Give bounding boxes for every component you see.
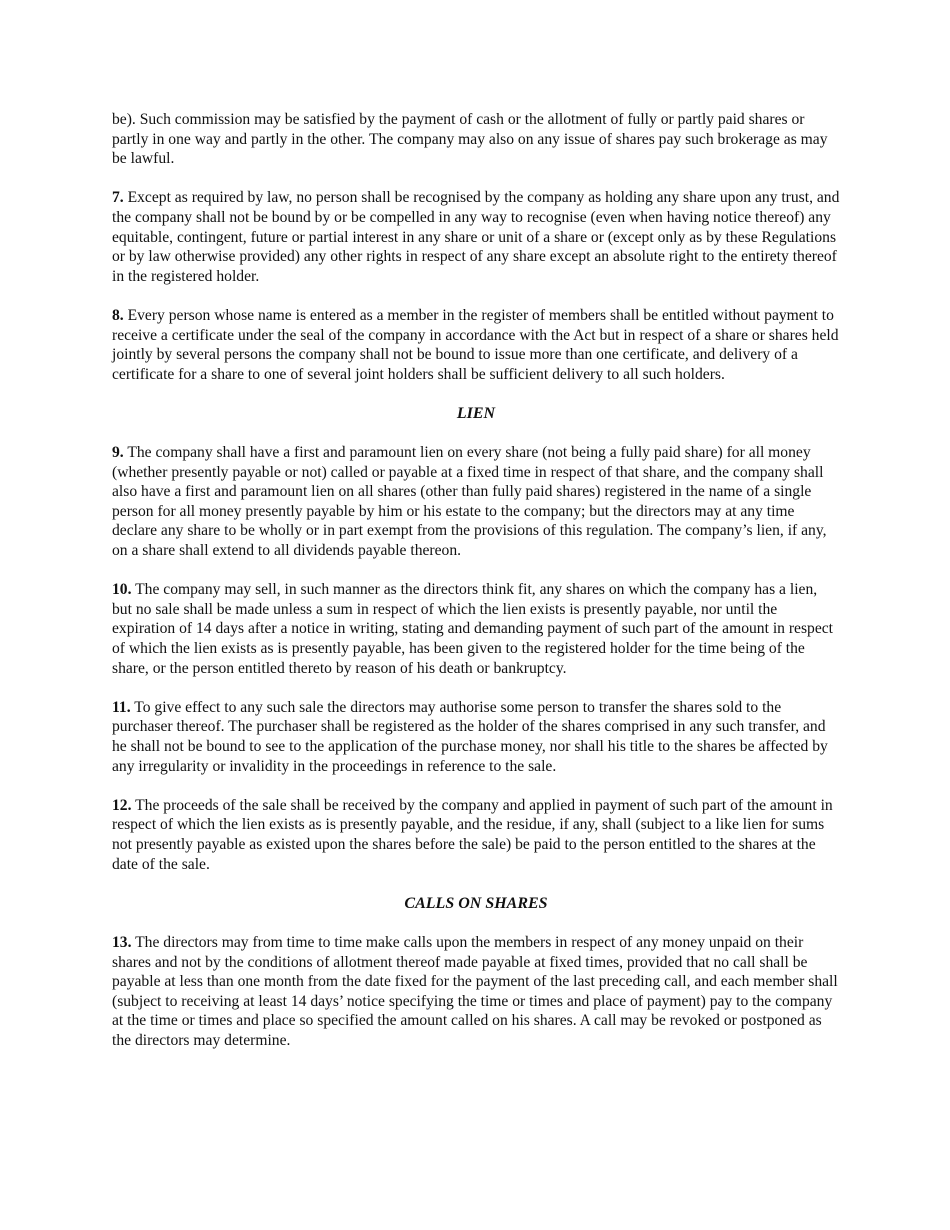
regulation-10: [112, 580, 840, 678]
regulation-9: [112, 443, 840, 561]
regulation-number: 12.: [112, 796, 132, 814]
regulation-number: 9.: [112, 444, 124, 462]
regulation-number: 7.: [112, 189, 124, 207]
paragraph-intro: [112, 110, 840, 169]
regulation-11: [112, 698, 840, 776]
regulation-number: 11.: [112, 698, 131, 716]
regulation-text: The directors may from time to time make calls upon the members in respect of any money unpaid on their shares and not by the conditions of allotment thereof made payable at fixed times, provided that no call shall be payable at less than one month from the date fixed for the payment of the last preceding call, and each member shall (subject to receiving at least 14 days’ notice specifying the time or times and place of payment) pay to the company at the time or times and place so specified the amount called on his shares. A call may be revoked or postponed as the directors may determine.: [112, 933, 838, 1049]
regulation-12: [112, 796, 840, 874]
regulation-number: 13.: [112, 933, 132, 951]
section-heading-lien: LIEN: [456, 404, 496, 422]
regulation-number: 10.: [112, 581, 132, 599]
regulation-text: The company shall have a first and paramount lien on every share (not being a fully paid share) for all money (whether presently payable or not) called or payable at a fixed time in respect of that share, and the company shall also have a first and paramount lien on all shares (other than fully paid shares) registered in the name of a single person for all money presently payable by him or his estate to the company; but the directors may at any time declare any share to be wholly or in part exempt from the provisions of this regulation. The company’s lien, if any, on a share shall extend to all dividends payable thereon.: [112, 444, 827, 560]
regulation-8: [112, 306, 840, 384]
paragraph-text: be). Such commission may be satisfied by the payment of cash or the allotment of fully or partly paid shares or partly in one way and partly in the other. The company may also on any issue of shares pay such brokerage as may be lawful.: [112, 111, 828, 168]
regulation-number: 8.: [112, 306, 124, 324]
regulation-text: Every person whose name is entered as a member in the register of members shall be entitled without payment to receive a certificate under the seal of the company in accordance with the Act but in respect of a share or shares held jointly by several persons the company shall not be bound to issue more than one certificate, and delivery of a certificate for a share to one of several joint holders shall be sufficient delivery to all such holders.: [112, 306, 839, 383]
regulation-text: The proceeds of the sale shall be received by the company and applied in payment of such part of the amount in respect of which the lien exists as is presently payable, and the residue, if any, shall (subject to a like lien for sums not presently payable as existed upon the shares before the sale) be paid to the person entitled to the shares at the date of the sale.: [112, 796, 833, 873]
section-heading-calls-on-shares: CALLS ON SHARES: [404, 894, 548, 912]
regulation-text: The company may sell, in such manner as the directors think fit, any shares on which the company has a lien, but no sale shall be made unless a sum in respect of which the lien exists is presently payable, nor until the expiration of 14 days after a notice in writing, stating and demanding payment of such part of the amount in respect of which the lien exists as is presently payable, has been given to the registered holder for the time being of the share, or the person entitled thereto by reason of his death or bankruptcy.: [112, 581, 834, 677]
regulation-text: To give effect to any such sale the directors may authorise some person to transfer the shares sold to the purchaser thereof. The purchaser shall be registered as the holder of the shares comprised in any such transfer, and he shall not be bound to see to the application of the purchase money, nor shall his title to the shares be affected by any irregularity or invalidity in the proceedings in reference to the sale.: [112, 698, 828, 775]
regulation-13: [112, 933, 840, 1051]
regulation-7: [112, 188, 840, 286]
document-page: [112, 110, 840, 1070]
regulation-text: Except as required by law, no person shall be recognised by the company as holding any share upon any trust, and the company shall not be bound by or be compelled in any way to recognise (even when having notice thereof) any equitable, contingent, future or partial interest in any share or unit of a share or (except only as by these Regulations or by law otherwise provided) any other rights in respect of any share except an absolute right to the entirety thereof in the registered holder.: [112, 189, 840, 285]
